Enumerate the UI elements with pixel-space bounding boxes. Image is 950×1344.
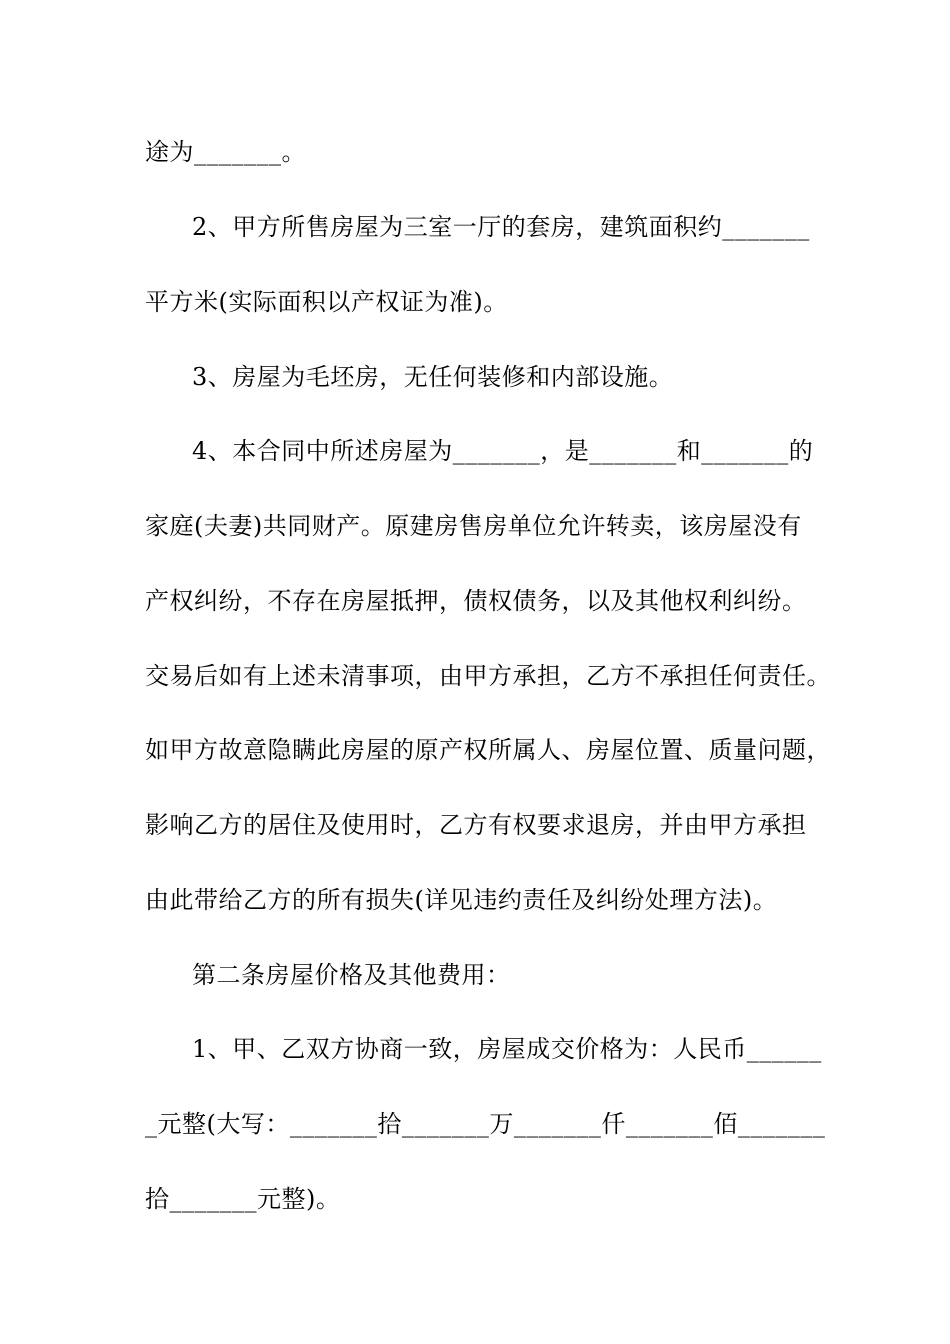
text-line-12: 第二条房屋价格及其他费用： (192, 961, 511, 989)
text-line-1: 途为_______。 (145, 138, 306, 166)
text-line-13: 1、甲、乙双方协商一致，房屋成交价格为：人民币______ (192, 1035, 822, 1063)
text-line-2: 2、甲方所售房屋为三室一厅的套房，建筑面积约_______ (192, 213, 810, 241)
text-line-11: 由此带给乙方的所有损失(详见违约责任及纠纷处理方法)。 (145, 886, 778, 914)
text-line-3: 平方米(实际面积以产权证为准)。 (145, 288, 508, 316)
text-line-15: 拾_______元整)。 (145, 1185, 341, 1213)
text-line-7: 产权纠纷，不存在房屋抵押，债权债务，以及其他权利纠纷。 (145, 587, 807, 615)
text-line-9: 如甲方故意隐瞒此房屋的原产权所属人、房屋位置、质量问题， (145, 736, 831, 764)
text-line-6: 家庭(夫妻)共同财产。原建房售房单位允许转卖，该房屋没有 (145, 512, 802, 540)
text-line-5: 4、本合同中所述房屋为_______，是_______和_______的 (192, 437, 814, 465)
text-line-8: 交易后如有上述未清事项，由甲方承担，乙方不承担任何责任。 (145, 662, 831, 690)
text-line-10: 影响乙方的居住及使用时，乙方有权要求退房，并由甲方承担 (145, 811, 807, 839)
text-line-14: _元整(大写：_______拾_______万_______仟_______佰_______ (145, 1110, 826, 1138)
text-line-4: 3、房屋为毛坯房，无任何装修和内部设施。 (192, 363, 674, 391)
